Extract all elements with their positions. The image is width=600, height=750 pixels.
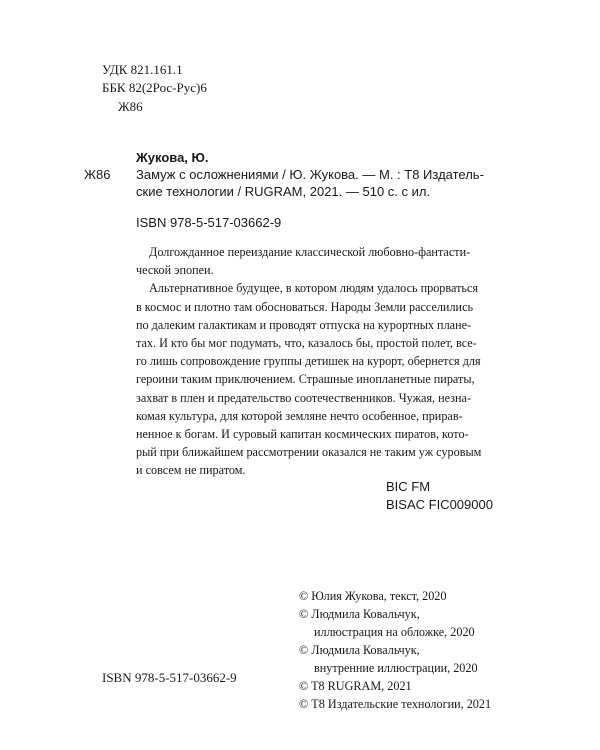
bib-line-1: Замуж с осложнениями / Ю. Жукова. — М. : Т8 Издатель-	[136, 167, 484, 182]
annotation-line: Альтернативное будущее, в котором людям удалось прорваться	[149, 281, 478, 296]
bisac-code: BISAC FIC009000	[386, 497, 493, 512]
copyright-line: © Юлия Жукова, текст, 2020	[299, 589, 447, 603]
annotation-line: ненное к богам. И суровый капитан космических пиратов, кото-	[136, 427, 469, 442]
annotation-line: и совсем не пиратом.	[136, 463, 246, 478]
copyright-line: © T8 RUGRAM, 2021	[299, 679, 412, 693]
copyright-line: иллюстрация на обложке, 2020	[314, 625, 475, 639]
copyright-line: © Т8 Издательские технологии, 2021	[299, 697, 492, 711]
annotation-line: героини таким приключением. Страшные инопланетные пираты,	[136, 372, 475, 387]
annotation-line: го лишь сопровождение группы детишек на курорт, обернется для	[136, 354, 481, 369]
copyright-line: внутренние иллюстрации, 2020	[314, 661, 478, 675]
copyright-block	[299, 587, 491, 713]
annotation-line: тах. И кто бы мог подумать, что, казалось бы, простой полет, все-	[136, 336, 477, 351]
copyright-line: © Людмила Ковальчук,	[299, 607, 420, 621]
annotation-line: рый при ближайшем рассмотрении оказался не таким уж суровым	[136, 445, 482, 460]
annotation-line: по далеким галактикам и проводят отпуска на курортных плане-	[136, 317, 472, 332]
udk-code: УДК 821.161.1	[102, 62, 183, 77]
annotation-line: в космос и плотно там обосноваться. Народы Земли расселились	[136, 299, 474, 314]
bib-line-2: ские технологии / RUGRAM, 2021. — 510 с. с ил.	[136, 184, 431, 199]
author-mark: Ж86	[118, 99, 143, 114]
isbn-top: ISBN 978-5-517-03662-9	[136, 215, 282, 230]
copyright-line: © Людмила Ковальчук,	[299, 643, 420, 657]
annotation-line: ческой эпопеи.	[136, 263, 214, 278]
annotation-line: Долгожданное переиздание классической любовно-фантасти-	[149, 245, 471, 259]
bic-code: BIC FM	[386, 479, 431, 494]
annotation	[136, 243, 481, 480]
annotation-line: комая культура, для которой земляне нечто особенное, прирав-	[136, 408, 463, 423]
isbn-bottom: ISBN 978-5-517-03662-9	[102, 670, 237, 685]
bbk-code: ББК 82(2Рос-Рус)6	[102, 80, 207, 95]
author-mark-margin: Ж86	[84, 167, 111, 182]
author-name: Жукова, Ю.	[136, 150, 209, 165]
annotation-line: захват в плен и предательство соотечественников. Чужая, незна-	[136, 390, 472, 405]
